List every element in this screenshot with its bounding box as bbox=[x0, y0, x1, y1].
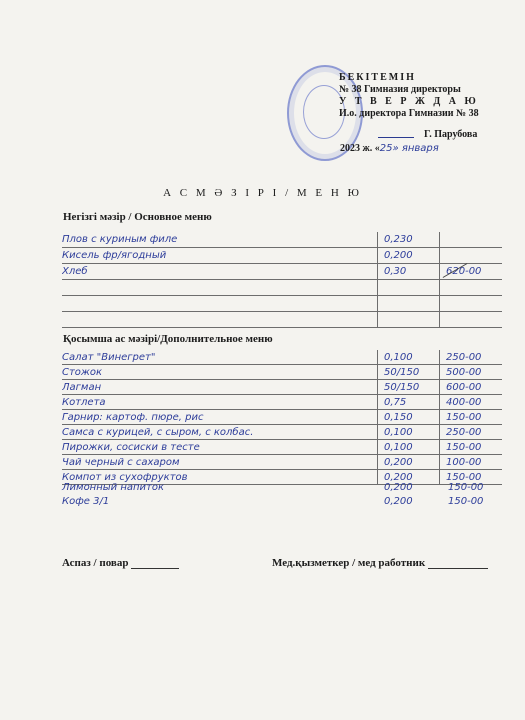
approval-block bbox=[339, 72, 479, 120]
dish-price: 150-00 bbox=[448, 482, 484, 493]
director-name: Г. Парубова bbox=[424, 129, 478, 140]
dish-weight: 50/150 bbox=[378, 380, 440, 395]
dish-price: 500-00 bbox=[440, 365, 503, 380]
menu-row bbox=[62, 232, 502, 248]
dish-weight: 0,100 bbox=[378, 440, 440, 455]
menu-row bbox=[62, 365, 502, 380]
approval-kz: БЕКІТЕМІН bbox=[339, 72, 416, 83]
page-title: А С М Ә З І Р І / М Е Н Ю bbox=[163, 187, 362, 199]
menu-row bbox=[62, 280, 502, 296]
dish-price: 250-00 bbox=[440, 350, 503, 365]
dish-name: Гарнир: картоф. пюре, рис bbox=[62, 410, 378, 425]
approval-director-kz: № 38 Гимназия директоры bbox=[339, 84, 461, 95]
dish-price: 600-00 bbox=[440, 380, 503, 395]
dish-name: Кофе 3/1 bbox=[62, 496, 110, 507]
dish-price: 400-00 bbox=[440, 395, 503, 410]
dish-name: Лагман bbox=[62, 380, 378, 395]
menu-row bbox=[62, 410, 502, 425]
dish-weight: 50/150 bbox=[378, 365, 440, 380]
dish-weight: 0,75 bbox=[378, 395, 440, 410]
menu-row bbox=[62, 350, 502, 365]
date-day: 25 bbox=[379, 143, 393, 154]
menu-row bbox=[62, 440, 502, 455]
dish-weight bbox=[378, 312, 440, 328]
dish-weight: 0,200 bbox=[378, 248, 440, 264]
cook-signature-line bbox=[62, 554, 179, 569]
dish-price: 100-00 bbox=[440, 455, 503, 470]
director-signature bbox=[378, 123, 414, 138]
dish-weight: 0,200 bbox=[384, 496, 413, 507]
dish-price: 150-00 bbox=[440, 410, 503, 425]
menu-row bbox=[62, 395, 502, 410]
dish-name bbox=[62, 296, 378, 312]
dish-weight: 0,230 bbox=[378, 232, 440, 248]
dish-price bbox=[440, 248, 503, 264]
menu-row bbox=[62, 264, 502, 280]
date-prefix: 2023 ж. « bbox=[340, 143, 380, 154]
dish-price bbox=[440, 296, 503, 312]
dish-weight bbox=[378, 280, 440, 296]
dish-weight: 0,200 bbox=[384, 482, 413, 493]
main-menu-table bbox=[62, 232, 502, 328]
menu-row bbox=[62, 380, 502, 395]
dish-name: Кисель фр/ягодный bbox=[62, 248, 378, 264]
dish-name: Самса с курицей, с сыром, с колбас. bbox=[62, 425, 378, 440]
extra-menu-heading: Қосымша ас мәзірі/Дополнительное меню bbox=[63, 333, 273, 345]
medic-label: Мед.қызметкер / мед работник bbox=[272, 557, 426, 569]
dish-weight: 0,200 bbox=[378, 470, 440, 485]
dish-price: 250-00 bbox=[440, 425, 503, 440]
dish-name bbox=[62, 312, 378, 328]
dish-name: Котлета bbox=[62, 395, 378, 410]
extra-menu-table bbox=[62, 350, 502, 485]
approval-director-ru: И.о. директора Гимназии № 38 bbox=[339, 108, 479, 119]
dish-price bbox=[440, 312, 503, 328]
dish-name: Стожок bbox=[62, 365, 378, 380]
cook-label: Аспаз / повар bbox=[62, 557, 129, 569]
dish-name: Компот из сухофруктов bbox=[62, 470, 378, 485]
dish-weight: 0,150 bbox=[378, 410, 440, 425]
dish-price: 150-00 bbox=[448, 496, 484, 507]
dish-name: Пирожки, сосиски в тесте bbox=[62, 440, 378, 455]
dish-name bbox=[62, 280, 378, 296]
dish-name: Чай черный с сахаром bbox=[62, 455, 378, 470]
menu-row bbox=[62, 425, 502, 440]
menu-row bbox=[62, 455, 502, 470]
dish-price: 150-00 bbox=[440, 470, 503, 485]
approval-ru: У Т В Е Р Ж Д А Ю bbox=[339, 96, 479, 107]
dish-price bbox=[440, 280, 503, 296]
dish-price: 620-00 bbox=[440, 264, 503, 280]
dish-weight: 0,30 bbox=[378, 264, 440, 280]
cook-signature bbox=[131, 554, 179, 569]
medic-signature-line bbox=[272, 554, 488, 569]
dish-price bbox=[440, 232, 503, 248]
date-month: » января bbox=[392, 143, 439, 154]
dish-weight: 0,100 bbox=[378, 425, 440, 440]
approval-date bbox=[340, 143, 439, 154]
dish-name: Лимонный напиток bbox=[62, 482, 165, 493]
dish-name: Салат "Винегрет" bbox=[62, 350, 378, 365]
menu-row bbox=[62, 312, 502, 328]
main-menu-heading: Негізгі мәзір / Основное меню bbox=[63, 211, 212, 223]
dish-weight bbox=[378, 296, 440, 312]
dish-weight: 0,200 bbox=[378, 455, 440, 470]
menu-row bbox=[62, 248, 502, 264]
dish-name: Хлеб bbox=[62, 264, 378, 280]
medic-signature bbox=[428, 554, 488, 569]
dish-weight: 0,100 bbox=[378, 350, 440, 365]
dish-price: 150-00 bbox=[440, 440, 503, 455]
menu-row bbox=[62, 296, 502, 312]
dish-name: Плов с куриным филе bbox=[62, 232, 378, 248]
